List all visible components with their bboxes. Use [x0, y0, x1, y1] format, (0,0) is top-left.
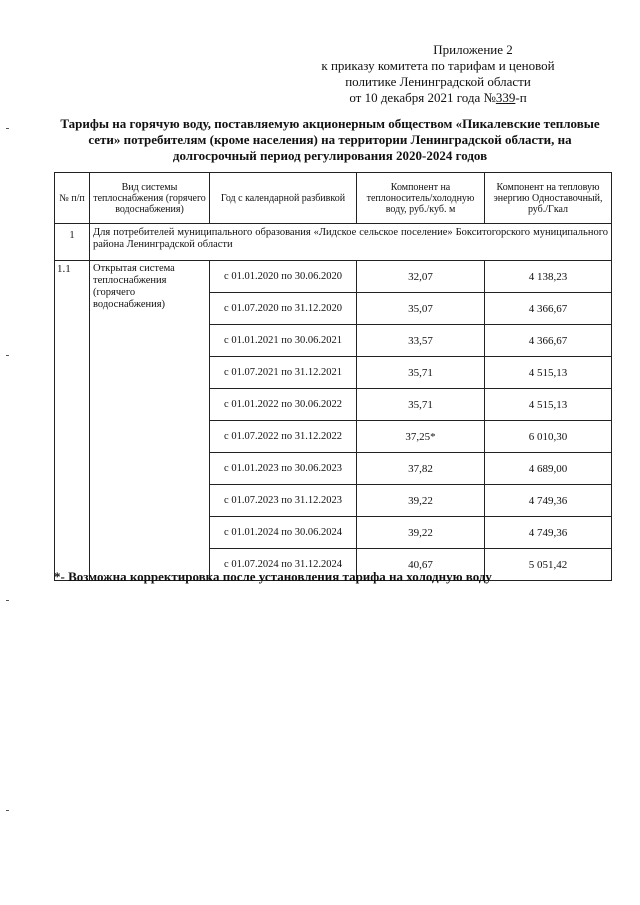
system-type: Открытая система теплоснабжения (горячего водоснабжения): [90, 261, 210, 581]
energy-value: 4 749,36: [485, 517, 612, 549]
energy-value: 4 515,13: [485, 389, 612, 421]
col-header-system: Вид системы теплоснабжения (горячего водоснабжения): [90, 173, 210, 224]
table-row: [55, 261, 612, 293]
tariff-table: [54, 172, 612, 581]
order-number: 339: [495, 90, 516, 105]
appendix-line-1: Приложение 2: [433, 42, 513, 57]
group-row: [55, 224, 612, 261]
water-value: 32,07: [357, 261, 485, 293]
period-cell: с 01.07.2023 по 31.12.2023: [210, 485, 357, 517]
scan-mark: [6, 600, 9, 601]
group-number: 1: [55, 224, 90, 261]
period-cell: с 01.01.2023 по 30.06.2023: [210, 453, 357, 485]
energy-value: 4 366,67: [485, 325, 612, 357]
col-header-energy: Компонент на тепловую энергию Одноставочный, руб./Гкал: [485, 173, 612, 224]
subgroup-number: 1.1: [55, 261, 90, 581]
appendix-header: [288, 42, 588, 106]
col-header-period: Год с календарной разбивкой: [210, 173, 357, 224]
scan-mark: [6, 355, 9, 356]
period-cell: с 01.07.2024 по 31.12.2024: [210, 549, 357, 581]
scan-mark: [6, 128, 9, 129]
period-cell: с 01.07.2020 по 31.12.2020: [210, 293, 357, 325]
group-description: Для потребителей муниципального образования «Лидское сельское поселение» Бокситогорского муниципального района Ленинградской области: [90, 224, 612, 261]
water-value: 40,67: [357, 549, 485, 581]
water-value: 35,71: [357, 357, 485, 389]
water-value: 35,07: [357, 293, 485, 325]
energy-value: 6 010,30: [485, 421, 612, 453]
water-value: 39,22: [357, 485, 485, 517]
appendix-line-2: к приказу комитета по тарифам и ценовой: [321, 58, 555, 73]
energy-value: 4 138,23: [485, 261, 612, 293]
period-cell: с 01.01.2021 по 30.06.2021: [210, 325, 357, 357]
water-value: 35,71: [357, 389, 485, 421]
col-header-water: Компонент на теплоноситель/холодную воду, руб./куб. м: [357, 173, 485, 224]
period-cell: с 01.07.2022 по 31.12.2022: [210, 421, 357, 453]
period-cell: с 01.07.2021 по 31.12.2021: [210, 357, 357, 389]
period-cell: с 01.01.2024 по 30.06.2024: [210, 517, 357, 549]
footnote: *- Возможна корректировка после установления тарифа на холодную воду: [54, 569, 492, 584]
energy-value: 5 051,42: [485, 549, 612, 581]
table-header-row: [55, 173, 612, 224]
period-cell: с 01.01.2020 по 30.06.2020: [210, 261, 357, 293]
energy-value: 4 749,36: [485, 485, 612, 517]
appendix-line-3: политике Ленинградской области: [345, 74, 531, 89]
period-cell: с 01.01.2022 по 30.06.2022: [210, 389, 357, 421]
energy-value: 4 689,00: [485, 453, 612, 485]
water-value: 37,25*: [357, 421, 485, 453]
water-value: 39,22: [357, 517, 485, 549]
water-value: 33,57: [357, 325, 485, 357]
document-title: Тарифы на горячую воду, поставляемую акционерным обществом «Пикалевские тепловые сети» потребителям (кроме населения) на территории Ленинградской области, на долгосрочный период регулирования 2020-2024 годов: [60, 116, 600, 163]
col-header-number: № п/п: [55, 173, 90, 224]
energy-value: 4 366,67: [485, 293, 612, 325]
scan-mark: [6, 810, 9, 811]
energy-value: 4 515,13: [485, 357, 612, 389]
order-date: от 10 декабря 2021 года №: [349, 90, 496, 105]
order-suffix: -п: [515, 90, 527, 105]
water-value: 37,82: [357, 453, 485, 485]
appendix-line-4: [288, 90, 588, 106]
